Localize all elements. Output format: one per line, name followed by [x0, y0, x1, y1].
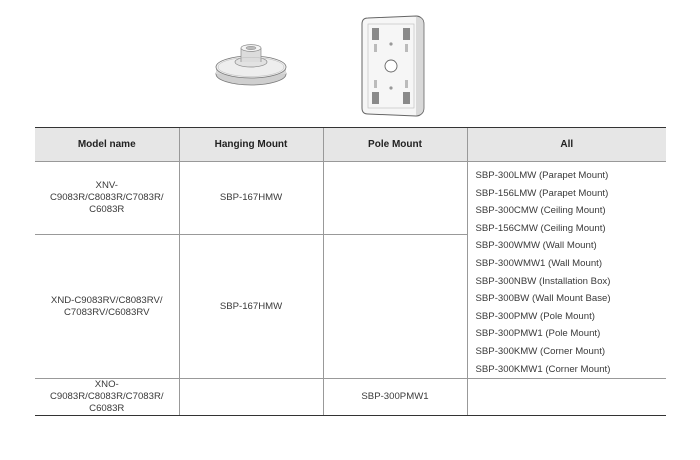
- list-item: SBP-300PMW (Pole Mount): [475, 310, 595, 322]
- table-row: [35, 162, 666, 235]
- model-name-cell: XNO-C9083R/C8083R/C7083R/ C6083R: [35, 379, 179, 416]
- all-mounts-cell: [467, 162, 666, 379]
- pole-mount-cell: SBP-300PMW1: [323, 379, 467, 416]
- list-item: SBP-156CMW (Ceiling Mount): [475, 222, 606, 234]
- table-row: [35, 379, 666, 416]
- hanging-mount-cell: SBP-167HMW: [179, 162, 323, 235]
- list-item: SBP-300KMW1 (Corner Mount): [475, 363, 611, 375]
- header-row: [35, 128, 666, 162]
- model-name-cell: XNV-C9083R/C8083R/C7083R/ C6083R: [35, 162, 179, 235]
- list-item: SBP-300PMW1 (Pole Mount): [475, 328, 601, 340]
- pole-mount-cell: [323, 162, 467, 235]
- product-images: [0, 0, 700, 128]
- hanging-mount-image: [214, 40, 288, 88]
- mount-compatibility-table: [35, 127, 666, 416]
- list-item: SBP-156LMW (Parapet Mount): [475, 187, 609, 199]
- header-hanging-mount: Hanging Mount: [179, 128, 323, 162]
- all-mounts-cell: [467, 379, 666, 416]
- list-item: SBP-300NBW (Installation Box): [475, 275, 611, 287]
- list-item: SBP-300WMW (Wall Mount): [475, 240, 597, 252]
- model-name-cell: XND-C9083RV/C8083RV/ C7083RV/C6083RV: [35, 235, 179, 379]
- list-item: SBP-300BW (Wall Mount Base): [475, 293, 611, 305]
- list-item: SBP-300LMW (Parapet Mount): [475, 170, 609, 181]
- hanging-mount-cell: SBP-167HMW: [179, 235, 323, 379]
- pole-mount-image: [358, 14, 426, 118]
- header-pole-mount: Pole Mount: [323, 128, 467, 162]
- list-item: SBP-300CMW (Ceiling Mount): [475, 205, 606, 217]
- header-all: All: [467, 128, 666, 162]
- pole-mount-cell: [323, 235, 467, 379]
- hanging-mount-cell: [179, 379, 323, 416]
- header-model-name: Model name: [35, 128, 179, 162]
- list-item: SBP-300KMW (Corner Mount): [475, 345, 606, 357]
- list-item: SBP-300WMW1 (Wall Mount): [475, 257, 603, 269]
